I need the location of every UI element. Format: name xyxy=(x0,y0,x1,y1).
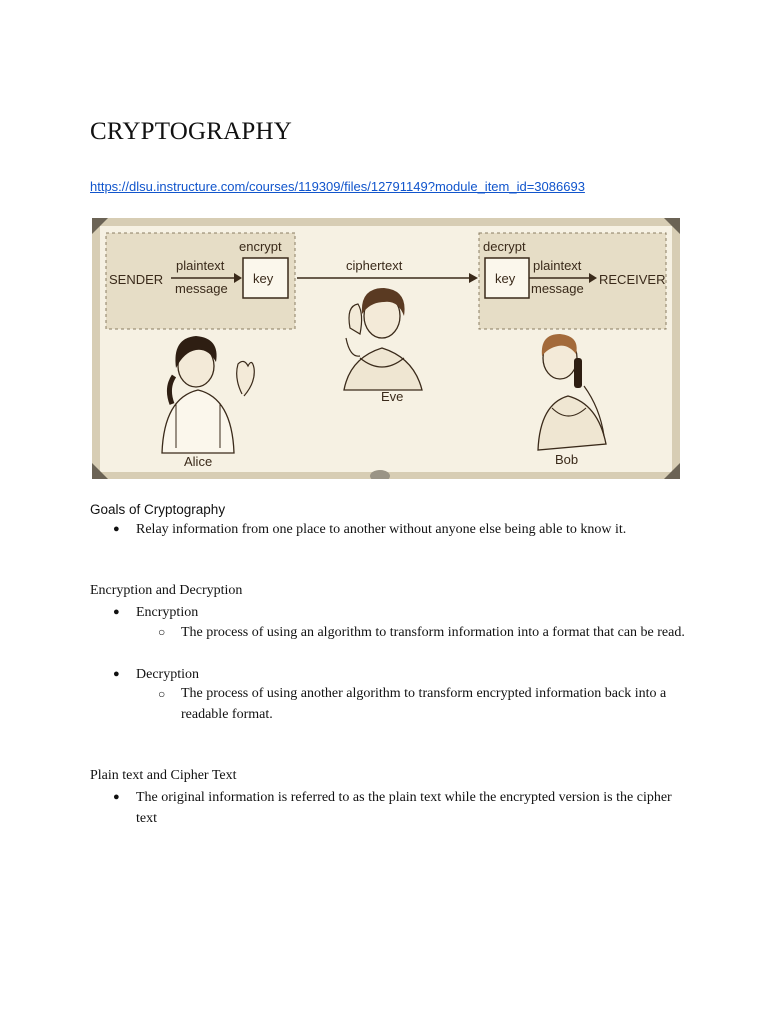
bullet-icon: ● xyxy=(113,791,120,803)
cryptography-diagram xyxy=(92,218,680,479)
list-item: Relay information from one place to another without anyone else being able to know it. xyxy=(136,522,627,537)
page-title: CRYPTOGRAPHY xyxy=(90,118,292,145)
list-item: Encryption xyxy=(136,605,199,620)
label-sender: SENDER xyxy=(109,272,164,287)
subbullet-icon: ○ xyxy=(158,687,166,701)
label-key-left: key xyxy=(253,271,274,286)
label-message-right: message xyxy=(531,281,584,296)
label-receiver: RECEIVER xyxy=(599,272,666,287)
bullet-icon: ● xyxy=(113,523,120,535)
section-heading-encryption: Encryption and Decryption xyxy=(90,583,243,598)
bullet-icon: ● xyxy=(113,606,120,618)
list-subitem: The process of using an algorithm to transform information into a format that can be read. xyxy=(181,625,685,640)
list-subitem: The process of using another algorithm to transform encrypted information back into a readable format. xyxy=(181,686,667,722)
label-key-right: key xyxy=(495,271,516,286)
label-message-left: message xyxy=(175,281,228,296)
bullet-icon: ● xyxy=(113,668,120,680)
label-alice: Alice xyxy=(184,454,213,469)
section-heading-plaintext: Plain text and Cipher Text xyxy=(90,768,237,783)
section-heading-goals: Goals of Cryptography xyxy=(90,502,226,517)
course-file-link[interactable]: https://dlsu.instructure.com/courses/119309/files/12791149?module_item_id=3086693 xyxy=(90,179,585,194)
label-eve: Eve xyxy=(381,389,404,404)
label-plaintext-right: plaintext xyxy=(533,258,582,273)
label-plaintext-left: plaintext xyxy=(176,258,225,273)
label-bob: Bob xyxy=(555,452,579,467)
list-item: The original information is referred to as the plain text while the encrypted version is the cipher text xyxy=(136,790,672,826)
label-encrypt: encrypt xyxy=(239,239,282,254)
label-decrypt: decrypt xyxy=(483,239,526,254)
subbullet-icon: ○ xyxy=(158,625,166,639)
list-item: Decryption xyxy=(136,667,199,682)
label-ciphertext: ciphertext xyxy=(346,258,403,273)
